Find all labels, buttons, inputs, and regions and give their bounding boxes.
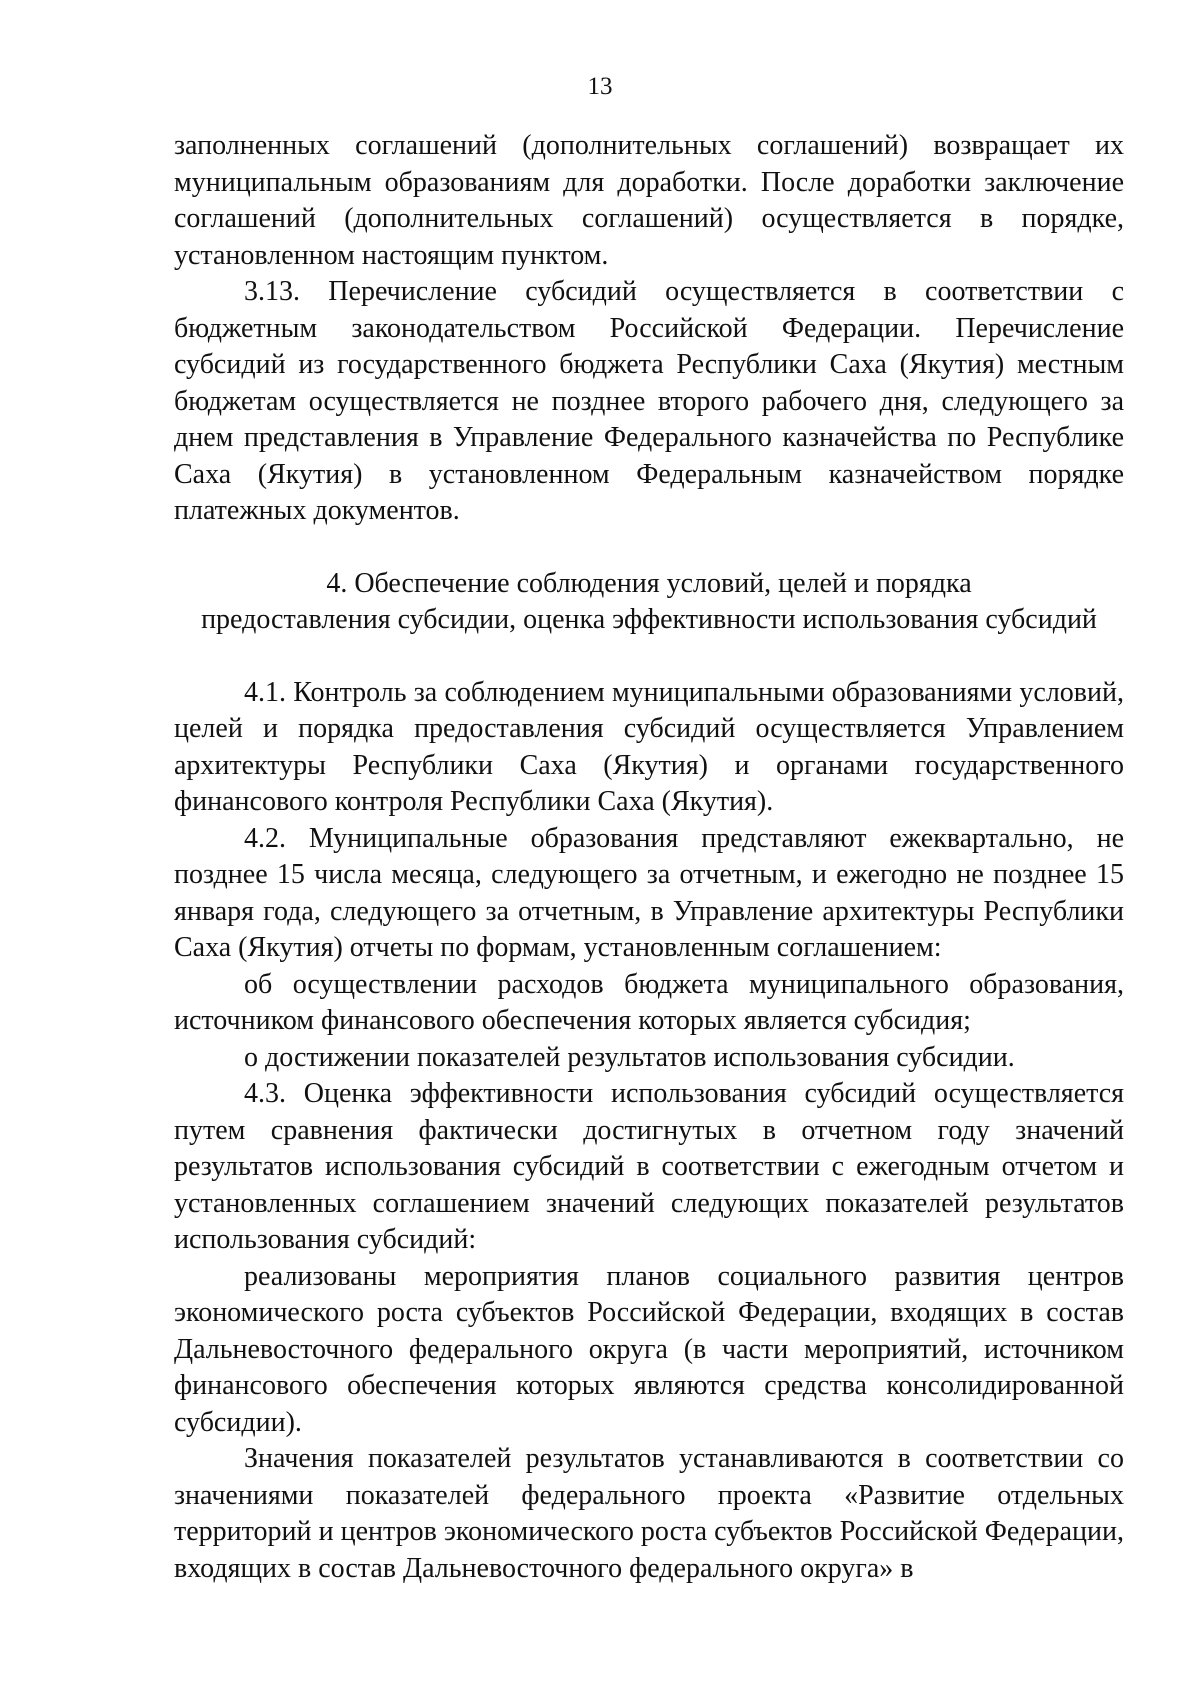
paragraph-indicator-values: Значения показателей результатов устанавливаются в соответствии со значениями показателей федерального проекта «Развитие отдельных территорий и центров экономического роста субъектов Российской Федерации, входящих в состав Дальневосточного федерального округа» в (174, 1443, 1124, 1584)
paragraph-3-13: 3.13. Перечисление субсидий осуществляется в соответствии с бюджетным законодательством Российской Федерации. Перечисление субсидий из государственного бюджета Республики Саха (Якутия) местным бюджетам осуществляется не позднее второго рабочего дня, следующего за днем представления в Управление Федерального казначейства по Республике Саха (Якутия) в установленном Федеральным казначейством порядке платежных документов. (174, 276, 1124, 526)
paragraph-4-1: 4.1. Контроль за соблюдением муниципальными образованиями условий, целей и порядка предоставления субсидий осуществляется Управлением архитектуры Республики Саха (Якутия) и органами государственного финансового контроля Республики Саха (Якутия). (174, 676, 1124, 817)
page-number: 13 (587, 73, 613, 100)
paragraph-report-indicators: о достижении показателей результатов использования субсидии. (244, 1041, 1015, 1073)
paragraph-indicator-measures: реализованы мероприятия планов социального развития центров экономического роста субъектов Российской Федерации, входящих в состав Дальневосточного федерального округа (в части мероприятий, источником финансового обеспечения которых являются средства консолидированной субсидии). (174, 1260, 1124, 1438)
section-heading-line-2: предоставления субсидии, оценка эффективности использования субсидий (201, 604, 1097, 635)
paragraph-4-2: 4.2. Муниципальные образования представляют ежеквартально, не позднее 15 числа месяца, следующего за отчетным, и ежегодно не позднее 15 января года, следующего за отчетным, в Управление архитектуры Республики Саха (Якутия) отчеты по формам, установленным соглашением: (174, 822, 1124, 963)
document-body (174, 128, 1124, 1587)
paragraph-4-3: 4.3. Оценка эффективности использования субсидий осуществляется путем сравнения фактически достигнутых в отчетном году значений результатов использования субсидий в соответствии с ежегодным отчетом и установленных соглашением значений следующих показателей результатов использования субсидий: (174, 1078, 1124, 1255)
paragraph-report-expenses: об осуществлении расходов бюджета муниципального образования, источником финансового обеспечения которых является субсидия; (174, 968, 1124, 1036)
section-heading-line-1: 4. Обеспечение соблюдения условий, целей и порядка (326, 567, 972, 599)
paragraph-continuation: заполненных соглашений (дополнительных соглашений) возвращает их муниципальным образованиям для доработки. После доработки заключение соглашений (дополнительных соглашений) осуществляется в порядке, установленном настоящим пунктом. (174, 130, 1124, 271)
